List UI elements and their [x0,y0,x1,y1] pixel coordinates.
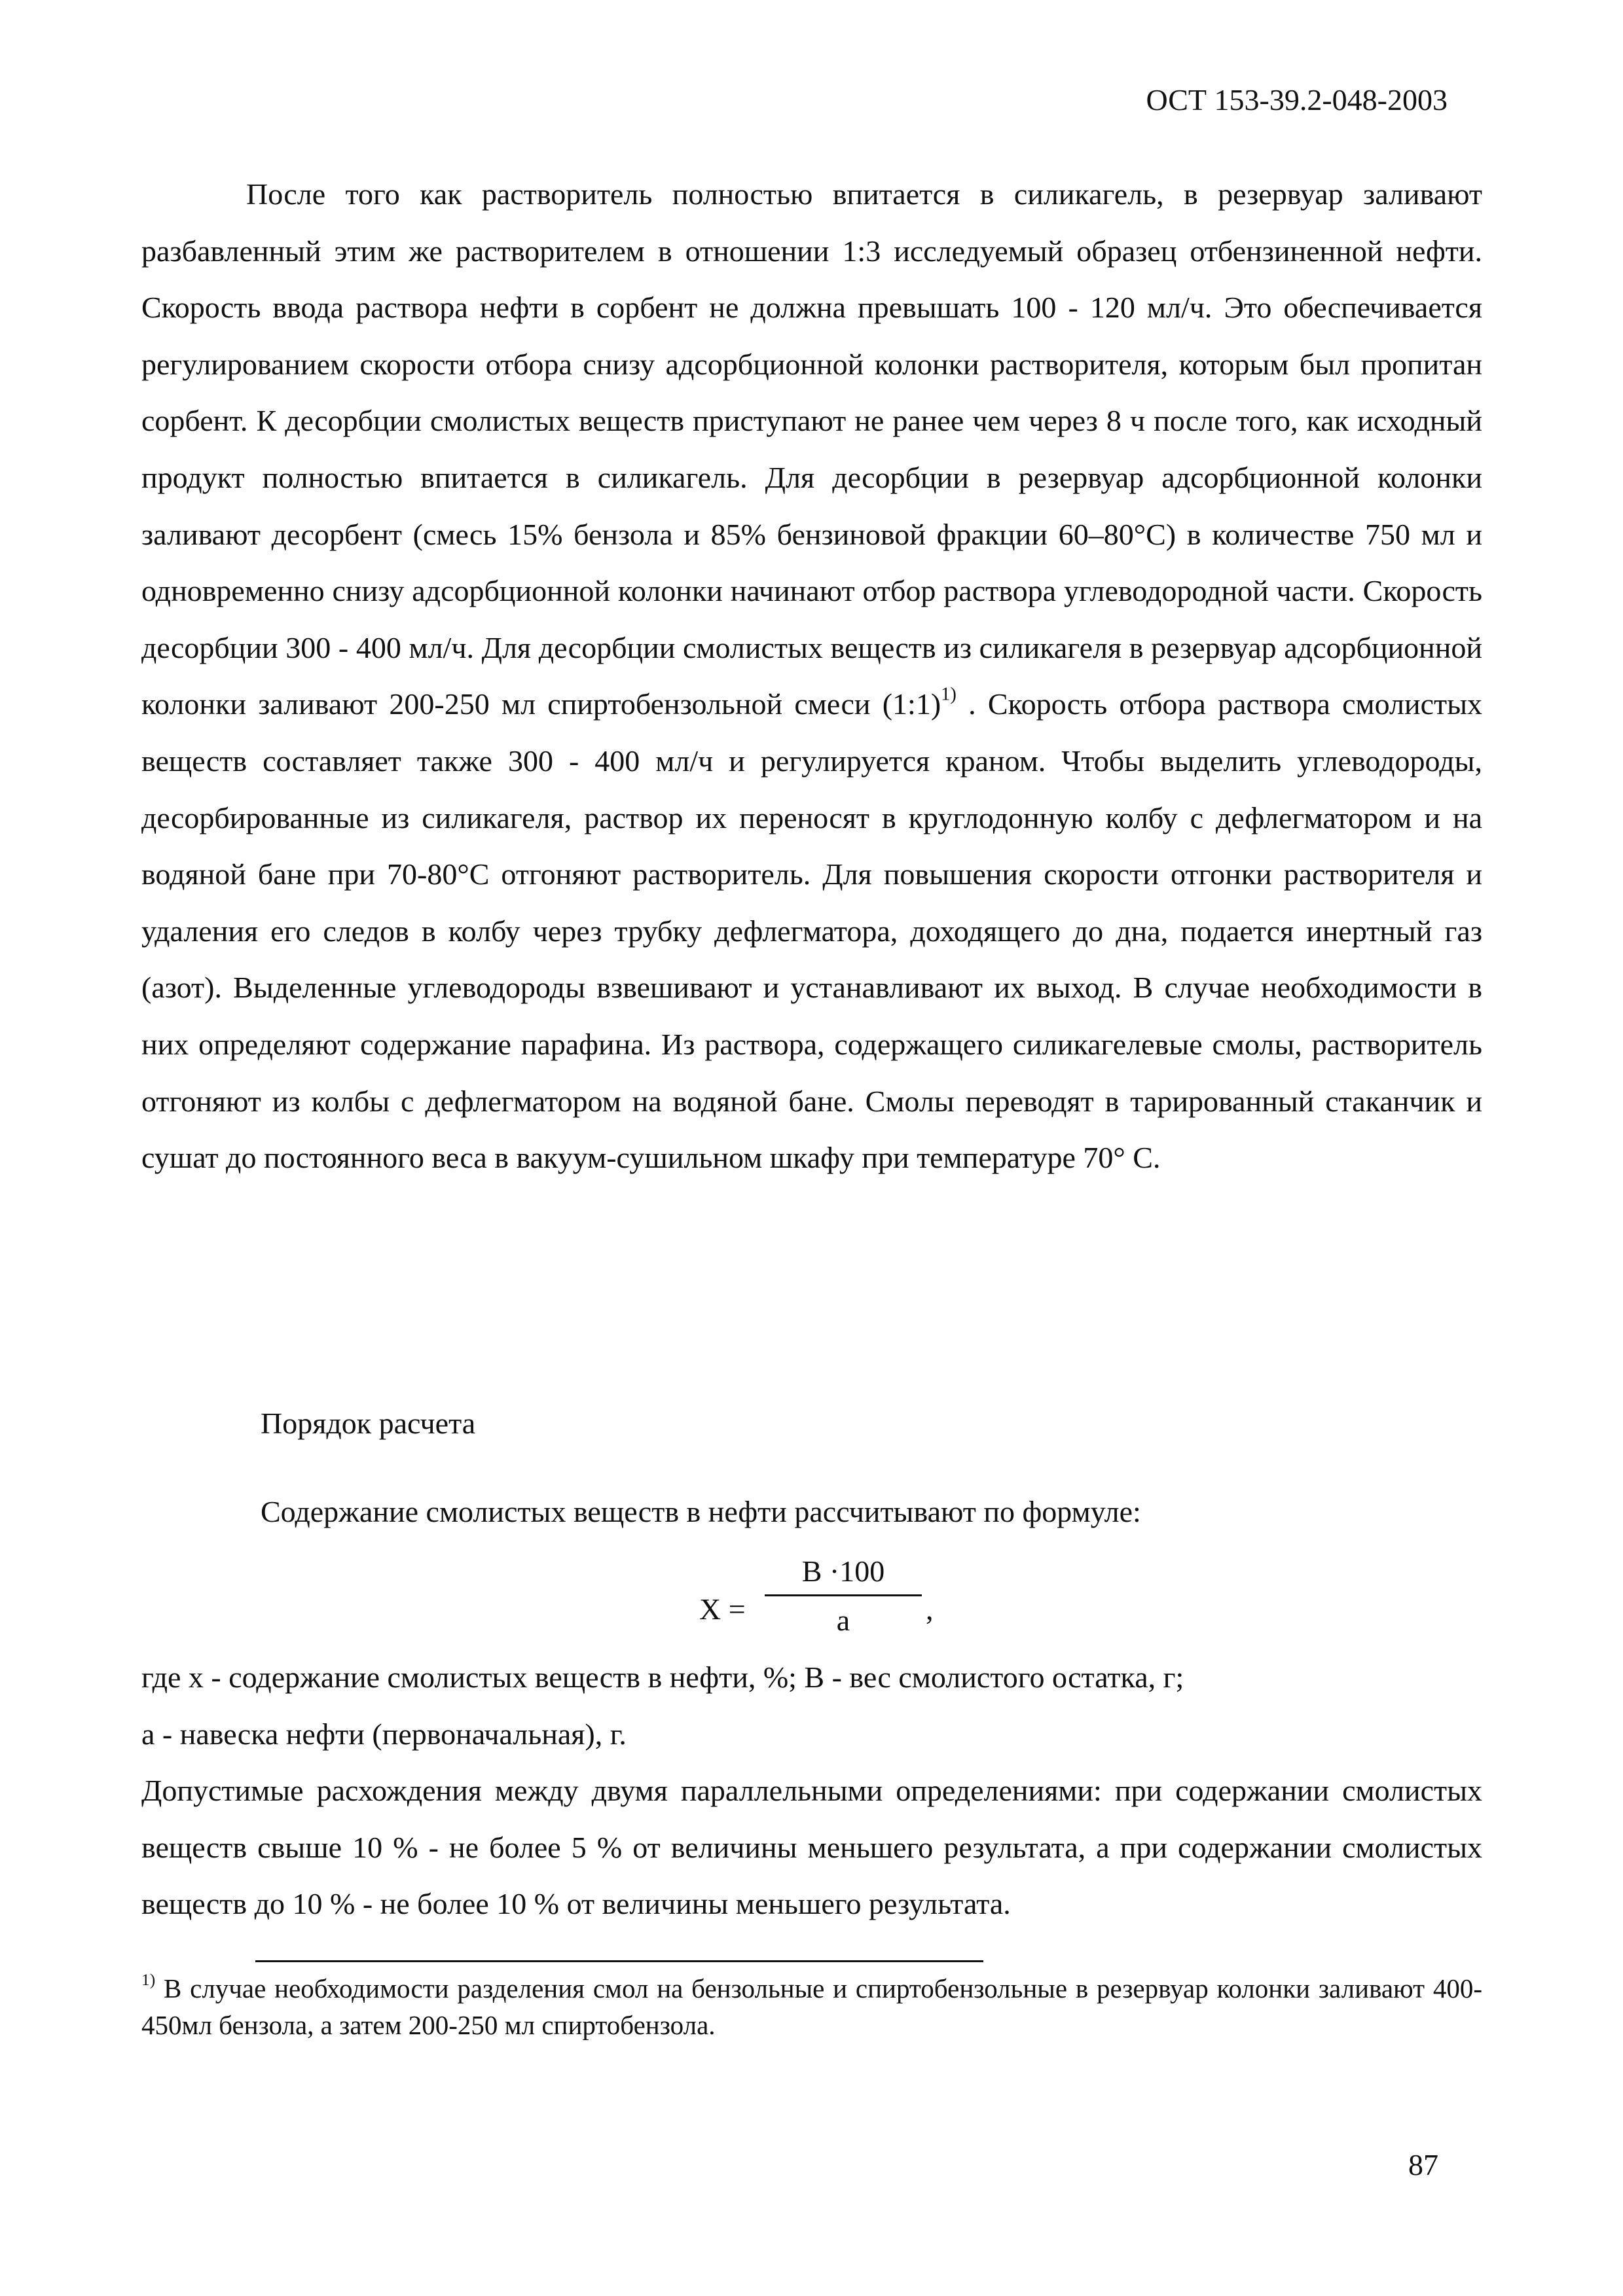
where-definition: где х - содержание смолистых веществ в нефти, %; В - вес смолистого остатка, г; [141,1660,1184,1694]
formula-intro: Содержание смолистых веществ в нефти рассчитывают по формуле: [261,1495,1141,1528]
formula-fraction [765,1556,922,1636]
footnote-text: В случае необходимости разделения смол на бензольные и спиртобензольные в резервуар колонки заливают 400-450мл бензола, а затем 200-250 мл спиртобензола. [141,1973,1482,2040]
tolerance-paragraph: Допустимые расхождения между двумя параллельными определениями: при содержании смолистых веществ свыше 10 % - не более 5 % от величины меньшего результата, а при содержании смолистых веществ до 10 % - не более 10 % от величины меньшего результата. [141,1774,1482,1921]
footnote [141,1970,1482,2043]
main-paragraph-part2: . Скорость отбора раствора смолистых веществ составляет также 300 - 400 мл/ч и регулируется краном. Чтобы выделить углеводороды, десорбированные из силикагеля, раствор их переносят в круглодонную колбу с дефлегматором и на водяной бане при 70-80°С отгоняют растворитель. Для повышения скорости отгонки растворителя и удаления его следов в колбу через трубку дефлегматора, доходящего до дна, подается инертный газ (азот). Выделенные углеводороды взвешивают и устанавливают их выход. В случае необходимости в них определяют содержание парафина. Из раствора, содержащего силикагелевые смолы, растворитель отгоняют из колбы с дефлегматором на водяной бане. Смолы переводят в тарированный стаканчик и сушат до постоянного веса в вакуум-сушильном шкафу при температуре 70° С. [141,687,1482,1175]
document-code: ОСТ 153-39.2-048-2003 [1146,83,1448,117]
a-definition: а - навеска нефти (первоначальная), г. [141,1717,627,1751]
formula-lhs: X = [699,1592,746,1626]
main-paragraph [141,166,1482,1187]
main-paragraph-part1: После того как растворитель полностью впитается в силикагель, в резервуар заливают разбавленный этим же растворителем в отношении 1:3 исследуемый образец отбензиненной нефти. Скорость ввода раствора нефти в сорбент не должна превышать 100 - 120 мл/ч. Это обеспечивается регулированием скорости отбора снизу адсорбционной колонки растворителя, которым был пропитан сорбент. К десорбции смолистых веществ приступают не ранее чем через 8 ч после того, как исходный продукт полностью впитается в силикагель. Для десорбции в резервуар адсорбционной колонки заливают десорбент (смесь 15% бензола и 85% бензиновой фракции 60–80°С) в количестве 750 мл и одновременно снизу адсорбционной колонки начинают отбор раствора углеводородной части. Скорость десорбции 300 - 400 мл/ч. Для десорбции смолистых веществ из силикагеля в резервуар адсорбционной колонки заливают 200-250 мл спиртобензольной смеси (1:1) [141,177,1482,721]
page-number: 87 [1408,2148,1438,2181]
footnote-separator [255,1960,983,1962]
formula-comma: , [926,1592,934,1626]
formula-numerator: B ·100 [801,1554,885,1588]
main-text-block [141,166,1482,1187]
definitions-block [141,1649,1482,1933]
formula-denominator: a [836,1604,850,1637]
footnote-marker: 1) [141,1970,156,1989]
footnote-paragraph [141,1970,1482,2043]
calculation-heading: Порядок расчета [261,1407,476,1440]
footnote-reference: 1) [941,684,957,705]
